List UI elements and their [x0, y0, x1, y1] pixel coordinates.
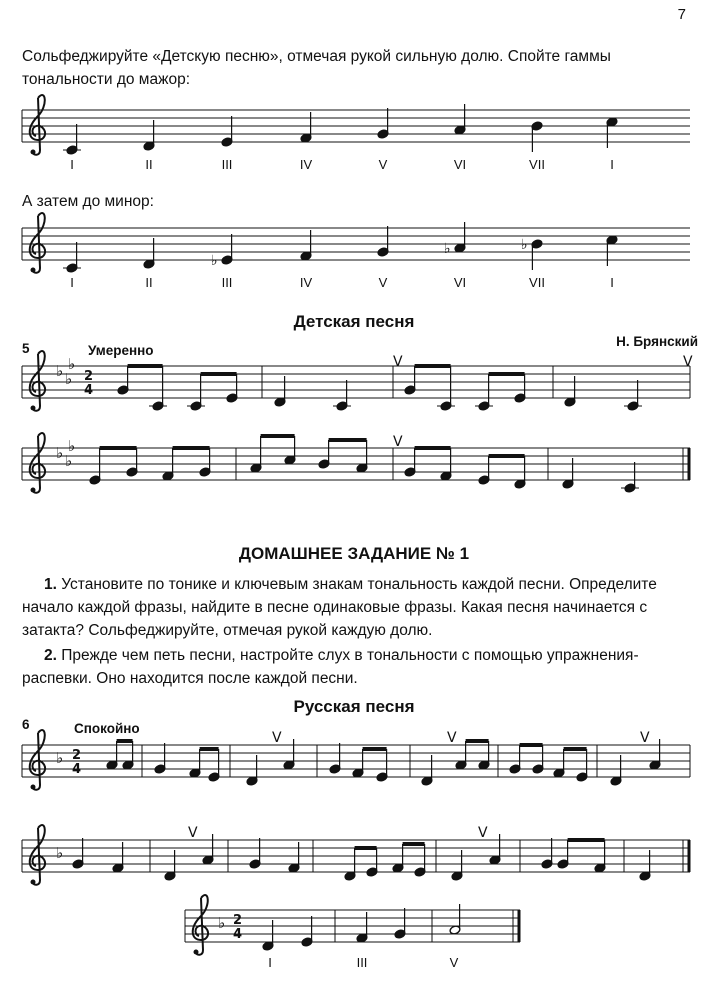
flat-icon: ♭: [68, 437, 76, 455]
note: [649, 739, 661, 770]
note: [72, 838, 84, 869]
note: [376, 749, 388, 782]
flat-icon: ♭: [218, 914, 226, 932]
breath-mark: V: [393, 354, 403, 370]
degree-label: IV: [299, 157, 313, 172]
note: [421, 755, 433, 786]
note: [404, 448, 416, 477]
note: [356, 440, 368, 473]
breath-mark: V: [683, 354, 693, 370]
note: [162, 448, 174, 481]
degree-label: IV: [299, 275, 313, 290]
degree-label: I: [70, 157, 74, 172]
note: [63, 124, 81, 155]
flat-icon: ♭: [444, 241, 451, 257]
homework-item-2-number: 2.: [44, 647, 57, 664]
song2-tempo: Спокойно: [74, 721, 140, 736]
note: [532, 745, 544, 774]
note: [329, 743, 341, 774]
flat-icon: ♭: [56, 844, 64, 862]
note: [514, 374, 526, 403]
note: [356, 912, 368, 943]
note: [557, 840, 569, 869]
note: [606, 235, 618, 266]
degree-label: III: [221, 157, 233, 172]
flat-icon: ♭: [65, 452, 73, 470]
note: [318, 440, 330, 469]
note: [344, 848, 356, 881]
note: [377, 108, 389, 139]
svg-text:4: 4: [72, 762, 82, 777]
degree-label: VII: [529, 275, 545, 290]
note: [514, 456, 526, 489]
degree-label: VI: [453, 157, 467, 172]
note: [449, 904, 461, 935]
song1-title: Детская песня: [293, 312, 415, 331]
staff-song1-line2: [22, 433, 690, 493]
note: [262, 920, 274, 951]
note: [63, 242, 81, 273]
note: [283, 739, 295, 770]
song2-title: Русская песня: [293, 697, 415, 716]
note: [202, 834, 214, 865]
treble-clef-icon: [30, 433, 45, 493]
note: [478, 456, 490, 485]
song1-tempo: Умеренно: [88, 343, 154, 358]
note: [541, 838, 553, 869]
note: [576, 749, 588, 782]
svg-text:2: 2: [233, 913, 243, 928]
note: [288, 842, 300, 873]
note: [404, 366, 416, 395]
note: [250, 436, 262, 473]
treble-clef-icon: [193, 895, 208, 955]
note: [199, 448, 211, 477]
breath-mark: V: [272, 730, 282, 746]
flat-icon: ♭: [521, 237, 528, 253]
flat-icon: ♭: [65, 370, 73, 388]
note: [226, 374, 238, 403]
note: [208, 749, 220, 782]
degree-label: II: [145, 157, 153, 172]
note: [621, 462, 639, 493]
flat-icon: ♭: [211, 253, 218, 269]
note: [509, 745, 521, 774]
flat-icon: ♭: [68, 355, 76, 373]
note: [521, 237, 543, 270]
homework-item-2-text: Прежде чем петь песни, настройте слух в тональности с помощью упражнения-распевки. Оно находится после каждой песни.: [22, 647, 639, 687]
degree-label: I: [70, 275, 74, 290]
degree-label: VI: [453, 275, 467, 290]
homework-item-1: [22, 573, 688, 642]
degree-label: I: [268, 955, 272, 970]
svg-text:2: 2: [84, 369, 94, 384]
note: [377, 226, 389, 257]
staff-exercise: [185, 895, 520, 955]
note: [639, 850, 651, 881]
note: [149, 366, 167, 411]
note: [117, 366, 129, 395]
degree-label: II: [145, 275, 153, 290]
note: [154, 743, 166, 774]
staff-major-scale: [22, 95, 690, 155]
breath-mark: V: [393, 434, 403, 450]
note: [594, 840, 606, 873]
flat-icon: ♭: [56, 444, 64, 462]
note: [89, 448, 101, 485]
treble-clef-icon: [30, 730, 45, 790]
treble-clef-icon: [30, 213, 45, 273]
svg-text:2: 2: [72, 748, 82, 763]
note: [454, 104, 466, 135]
breath-mark: V: [447, 730, 457, 746]
note: [284, 436, 296, 465]
note: [112, 842, 124, 873]
svg-text:4: 4: [84, 383, 94, 398]
degree-label: V: [449, 955, 459, 970]
treble-clef-icon: [30, 825, 45, 885]
note: [301, 916, 313, 947]
note: [440, 448, 452, 481]
note: [451, 850, 463, 881]
note: [624, 380, 642, 411]
degree-label: III: [356, 955, 368, 970]
note: [300, 230, 312, 261]
note: [143, 238, 155, 269]
note: [164, 850, 176, 881]
degree-label: VII: [529, 157, 545, 172]
note: [333, 380, 351, 411]
note: [489, 834, 501, 865]
flat-icon: ♭: [56, 749, 64, 767]
note: [414, 844, 426, 877]
degree-label: III: [221, 275, 233, 290]
treble-clef-icon: [30, 95, 45, 155]
degree-label: V: [378, 157, 388, 172]
degree-label: I: [610, 157, 614, 172]
staff-minor-scale: [22, 213, 690, 273]
note: [366, 848, 378, 877]
song2-number: 6: [22, 717, 30, 732]
note: [562, 458, 574, 489]
note: [437, 366, 455, 411]
note: [610, 755, 622, 786]
staff-song1-line1: [22, 351, 690, 411]
note: [274, 376, 286, 407]
note: [606, 117, 618, 148]
flat-icon: ♭: [56, 362, 64, 380]
degree-label: V: [378, 275, 388, 290]
note: [300, 112, 312, 143]
homework-item-2: [22, 644, 688, 690]
treble-clef-icon: [30, 351, 45, 411]
page-number: 7: [677, 6, 686, 23]
homework-title: ДОМАШНЕЕ ЗАДАНИЕ № 1: [238, 544, 470, 563]
note: [246, 755, 258, 786]
note: [394, 908, 406, 939]
note: [475, 374, 493, 411]
note: [249, 838, 261, 869]
breath-mark: V: [188, 825, 198, 841]
breath-mark: V: [478, 825, 488, 841]
note: [187, 374, 205, 411]
minor-intro: А затем до минор:: [22, 193, 154, 210]
breath-mark: V: [640, 730, 650, 746]
note: [126, 448, 138, 477]
note: [564, 376, 576, 407]
note: [221, 116, 233, 147]
note: [143, 120, 155, 151]
song1-number: 5: [22, 341, 30, 356]
svg-text:4: 4: [233, 927, 243, 942]
homework-item-1-number: 1.: [44, 576, 57, 593]
song1-composer: Н. Брянский: [616, 334, 698, 349]
note: [531, 121, 543, 152]
homework-item-1-text: Установите по тонике и ключевым знакам тональность каждой песни. Определите начало каждой фразы, найдите в песне одинаковые фразы. Какая песня начинается с затакта? Сольфеджируйте, отмечая рукой каждую долю.: [22, 576, 657, 639]
intro-paragraph: Сольфеджируйте «Детскую песню», отмечая рукой сильную долю. Спойте гаммы тональности до мажор:: [22, 48, 611, 88]
degree-label: I: [610, 275, 614, 290]
